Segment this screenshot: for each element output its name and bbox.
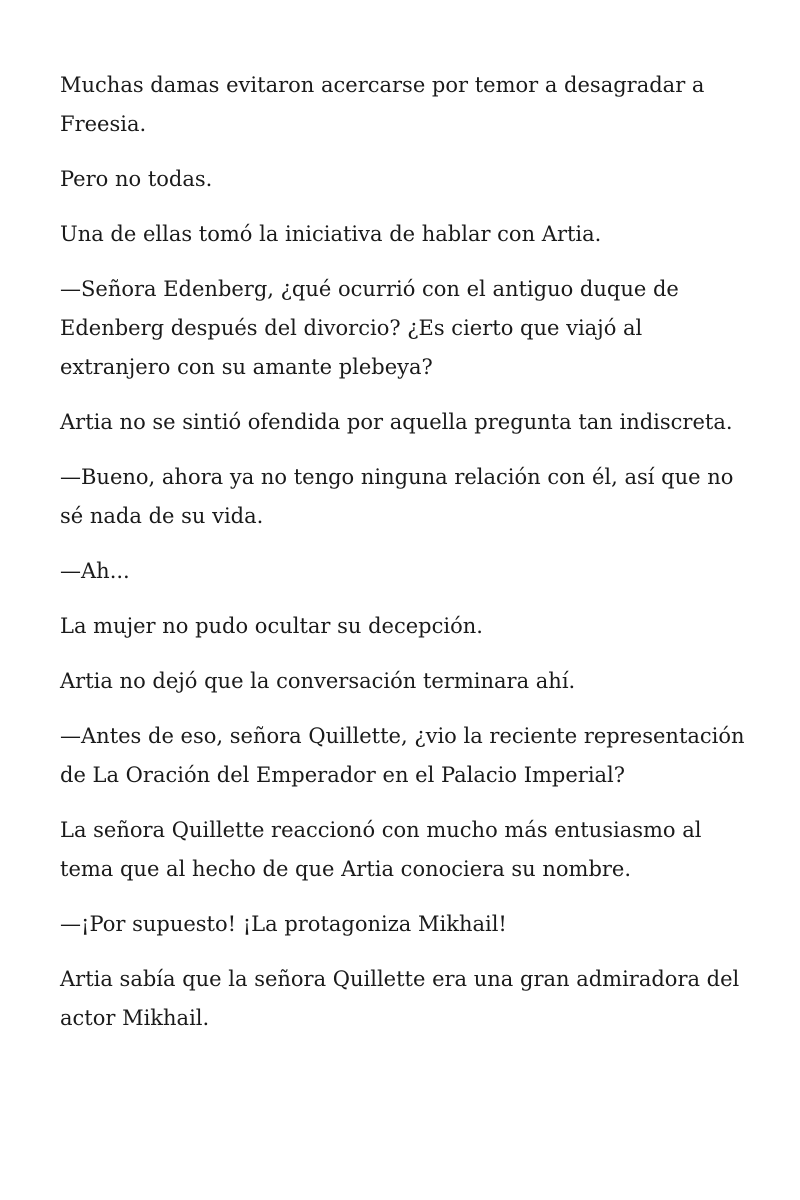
paragraph: Artia no dejó que la conversación terminara ahí. <box>60 669 576 693</box>
paragraph: —Señora Edenberg, ¿qué ocurrió con el antiguo duque de Edenberg después del divorcio? ¿Es cierto que viajó al extranjero con su amante plebeya? <box>60 277 679 379</box>
paragraph: Muchas damas evitaron acercarse por temor a desagradar a Freesia. <box>60 73 705 136</box>
paragraph: Artia sabía que la señora Quillette era una gran admiradora del actor Mikhail. <box>60 967 740 1030</box>
paragraph: —Ah... <box>60 559 130 583</box>
paragraph: —Bueno, ahora ya no tengo ninguna relación con él, así que no sé nada de su vida. <box>60 465 734 528</box>
paragraph: —¡Por supuesto! ¡La protagoniza Mikhail! <box>60 912 507 936</box>
paragraph: Pero no todas. <box>60 167 213 191</box>
paragraph: Artia no se sintió ofendida por aquella pregunta tan indiscreta. <box>60 410 733 434</box>
paragraph: Una de ellas tomó la iniciativa de hablar con Artia. <box>60 222 602 246</box>
paragraph: La señora Quillette reaccionó con mucho más entusiasmo al tema que al hecho de que Artia conociera su nombre. <box>60 818 702 881</box>
paragraph: La mujer no pudo ocultar su decepción. <box>60 614 483 638</box>
paragraph: —Antes de eso, señora Quillette, ¿vio la reciente representación de La Oración del Emperador en el Palacio Imperial? <box>60 724 745 787</box>
